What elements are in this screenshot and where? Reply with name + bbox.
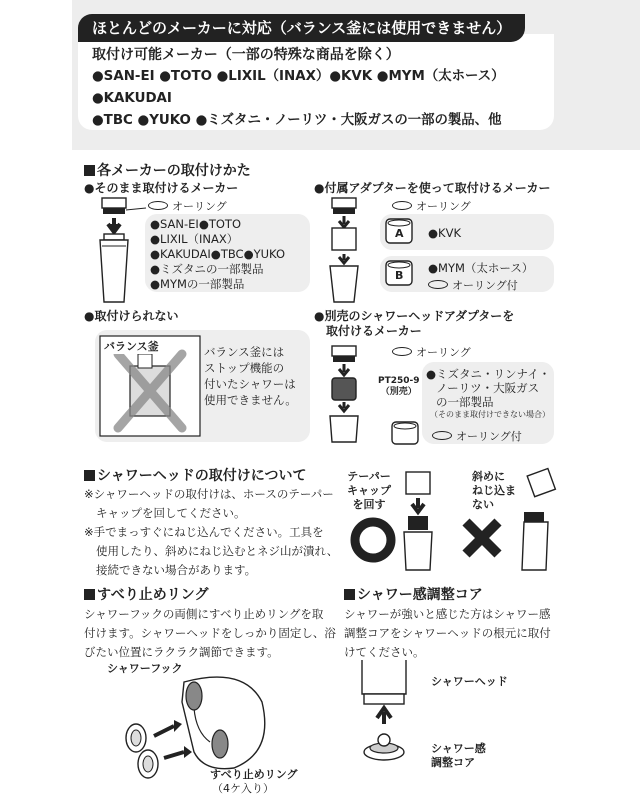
direct-shower-illustration <box>94 196 134 306</box>
separate-shower-illustration <box>324 344 364 444</box>
maker-line: ノーリツ・大阪ガス <box>436 381 540 395</box>
maker-item: ●MYMの一部製品 <box>150 277 245 291</box>
square-bullet-icon <box>84 165 95 176</box>
separate-oring-included: オーリング付 <box>432 428 522 444</box>
note-line: 使用したり、斜めにねじ込むとネジ山が潰れ、 <box>96 544 339 558</box>
adapter-title: ●付属アダプターを使って取付けるメーカー <box>314 181 551 195</box>
separate-oring-label: オーリング <box>392 344 471 360</box>
direct-title: ●そのまま取付けるメーカー <box>84 181 239 195</box>
note-line: 接続できない場合があります。 <box>96 563 257 577</box>
hook-label: シャワーフック <box>107 662 183 675</box>
separate-adapter-icon <box>390 420 422 446</box>
text-line: 付いたシャワーは <box>204 377 296 391</box>
core-label <box>431 742 486 770</box>
oring-icon <box>148 201 168 210</box>
compat-header: ほとんどのメーカーに対応（バランス釜には使用できません） <box>78 14 525 42</box>
text-line: 付けます。シャワーヘッドをしっかり固定し、浴 <box>84 626 336 640</box>
ring-text <box>84 605 336 662</box>
attach-title: シャワーヘッドの取付けについて <box>84 465 306 485</box>
maker-item: ●ミズタニの一部製品 <box>150 262 264 276</box>
label-line: 斜めに <box>472 470 505 483</box>
core-title: シャワー感調整コア <box>344 584 483 604</box>
maker-line: の一部製品 <box>436 395 494 409</box>
ok-illustration <box>348 472 448 572</box>
text-line: バランス釜には <box>204 345 285 359</box>
oring-icon <box>392 347 412 356</box>
not-possible-text <box>204 344 297 408</box>
ok-circle-icon <box>355 522 391 558</box>
maker-item: ●SAN-EI●TOTO <box>150 217 242 231</box>
text-line: けてください。 <box>344 645 425 659</box>
maker-item: ●LIXIL（INAX） <box>150 232 239 246</box>
separate-title-line: 取付けるメーカー <box>326 324 422 338</box>
separate-makers <box>426 367 550 409</box>
square-bullet-icon <box>344 589 355 600</box>
compat-subtitle: 取付け可能メーカー（一部の特殊な商品を除く） <box>92 47 400 63</box>
core-text <box>344 605 551 662</box>
direct-oring-label: オーリング <box>148 198 227 214</box>
maker-item: ●KAKUDAI●TBC●YUKO <box>150 247 286 261</box>
not-possible-title: ●取付けられない <box>84 309 179 323</box>
ring-title: すべり止めリング <box>84 584 208 604</box>
separate-note: （そのまま取付けできない場合） <box>430 410 550 419</box>
install-methods-title: 各メーカーの取付けかた <box>84 160 251 180</box>
ng-cross-icon <box>466 522 498 554</box>
label-line: シャワー感 <box>431 742 486 755</box>
label-line: キャップ <box>347 484 391 497</box>
core-illustration <box>356 660 436 780</box>
compat-list-line-2: ●TBC ●YUKO ●ミズタニ・ノーリツ・大阪ガスの一部の製品、他 <box>92 113 502 128</box>
compat-list-line-1: ●SAN-EI ●TOTO ●LIXIL（INAX）●KVK ●MYM（太ホース）●KAKUDAI <box>92 69 505 106</box>
separate-model <box>378 376 420 398</box>
label-line: を回す <box>352 498 386 511</box>
attach-note-1 <box>84 485 334 523</box>
oring-icon <box>392 201 412 210</box>
note-line: ※手でまっすぐにねじ込んでください。工具を <box>84 525 324 539</box>
balance-kettle-label: バランス釜 <box>104 340 159 353</box>
adapter-a-maker: ●KVK <box>428 226 461 240</box>
ring-label-text: すべり止めリング <box>210 768 298 781</box>
ng-illustration <box>460 472 560 572</box>
head-label: シャワーヘッド <box>431 675 508 688</box>
note-line: ※シャワーヘッドの取付けは、ホースのテーパー <box>84 487 334 501</box>
separate-title <box>314 309 514 339</box>
text-line: びたい位置にラクラク調節できます。 <box>84 645 279 659</box>
oring-icon <box>432 431 452 440</box>
square-bullet-icon <box>84 470 95 481</box>
maker-line: ●ミズタニ・リンナイ・ <box>426 367 551 381</box>
label-line: ねじ込ま <box>472 484 516 497</box>
separate-title-line: ●別売のシャワーヘッドアダプターを <box>314 309 515 323</box>
adapter-b-oring: オーリング付 <box>428 277 518 293</box>
adapter-shower-illustration <box>324 196 364 306</box>
text-line: 調整コアをシャワーヘッドの根元に取付 <box>344 626 551 640</box>
model-note: （別売） <box>380 387 417 397</box>
ring-label <box>210 768 298 796</box>
label-line: ない <box>472 498 494 511</box>
text-line: シャワーフックの両側にすべり止めリングを取 <box>84 607 324 621</box>
text-line: ストップ機能の <box>204 361 285 375</box>
text-line: 使用できません。 <box>204 393 297 407</box>
text-line: シャワーが強いと感じた方はシャワー感 <box>344 607 551 621</box>
direct-makers <box>150 217 285 292</box>
label-line: 調整コア <box>431 756 475 769</box>
note-line: キャップを回してください。 <box>96 506 246 520</box>
oring-icon <box>428 280 448 289</box>
label-line: テーパー <box>347 470 391 483</box>
ring-illustration <box>124 672 284 782</box>
adapter-b-maker: ●MYM（太ホース） <box>428 261 534 275</box>
square-bullet-icon <box>84 589 95 600</box>
attach-note-2 <box>84 523 338 580</box>
model-number: PT250-9 <box>378 376 420 386</box>
adapter-a-letter: A <box>395 227 404 240</box>
adapter-oring-label: オーリング <box>392 198 471 214</box>
compat-maker-list <box>92 66 562 132</box>
adapter-b-letter: B <box>395 269 404 282</box>
ring-count: （4ケ入り） <box>212 782 274 795</box>
